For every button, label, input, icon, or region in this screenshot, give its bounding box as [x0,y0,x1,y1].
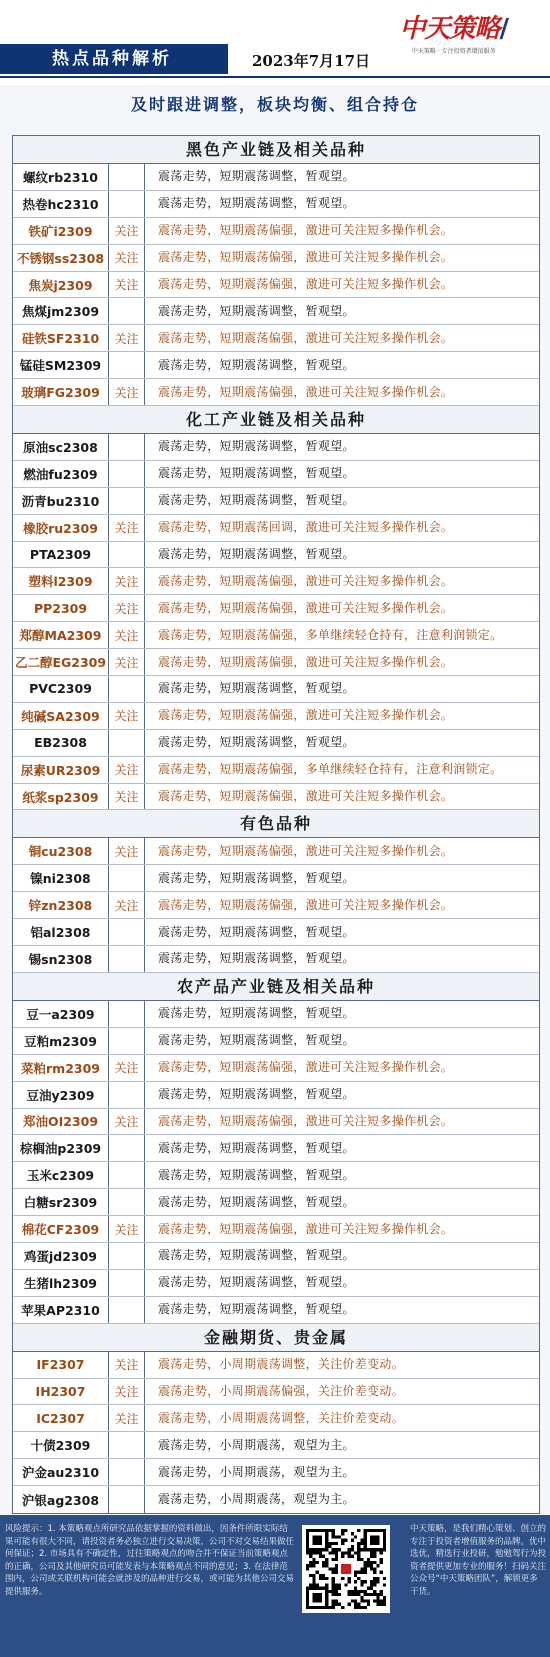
table-row [13,1055,539,1082]
watch-tag [109,919,145,945]
table-row [13,461,539,488]
watch-tag [109,676,145,702]
table-row [13,1432,539,1459]
watch-tag: 关注 [109,649,145,675]
commodity-name: PVC2309 [13,676,109,702]
table-row [13,838,539,865]
analysis-text: 震荡走势，短期震荡偏强，多单继续轻仓持有，注意利润锁定。 [158,627,503,642]
analysis-text: 震荡走势，短期震荡偏强，激进可关注短多操作机会。 [158,600,454,615]
logo-subtitle: 中天策略 · 专注投资者增值服务 [411,48,496,55]
analysis-text: 震荡走势，小周期震荡偏强，关注价差变动。 [158,1383,405,1398]
analysis-text: 震荡走势，短期震荡调整，暂观望。 [158,951,355,966]
section-header: 黑色产业链及相关品种 [13,136,539,164]
analysis-text: 震荡走势，短期震荡偏强，激进可关注短多操作机会。 [158,250,454,265]
table-row [13,164,539,191]
analysis-text: 震荡走势，小周期震荡，观望为主。 [158,1492,355,1507]
commodity-name: 橡胶ru2309 [13,515,109,541]
watch-tag [109,1270,145,1296]
table-row [13,649,539,676]
watch-tag [109,461,145,487]
watch-tag [109,1459,145,1485]
section-header: 农产品产业链及相关品种 [13,973,539,1001]
watch-tag [109,1162,145,1188]
table-row [13,919,539,946]
analysis-text: 震荡走势，短期震荡调整，暂观望。 [158,1006,355,1021]
section-header: 化工产业链及相关品种 [13,406,539,434]
commodity-name: EB2308 [13,730,109,756]
watch-tag: 关注 [109,622,145,648]
logo-text: 中天策略 [399,14,500,44]
analysis-text: 震荡走势，短期震荡调整，暂观望。 [158,1248,355,1263]
analysis-text: 震荡走势，小周期震荡，观望为主。 [158,1464,355,1479]
table-row [13,218,539,245]
table-row [13,1459,539,1486]
analysis-text: 震荡走势，短期震荡偏强，激进可关注短多操作机会。 [158,843,454,858]
analysis-text: 震荡走势，小周期震荡调整，关注价差变动。 [158,1357,405,1372]
table-row [13,1270,539,1297]
commodity-name: 焦炭j2309 [13,272,109,298]
table-row [13,325,539,352]
table-row [13,1243,539,1270]
watch-tag [109,164,145,190]
analysis-text: 震荡走势，短期震荡调整，暂观望。 [158,169,355,184]
analysis-text: 震荡走势，短期震荡偏强，激进可关注短多操作机会。 [158,330,454,345]
analysis-text: 震荡走势，短期震荡调整，暂观望。 [158,870,355,885]
table-row [13,1405,539,1432]
analysis-text: 震荡走势，小周期震荡调整，关注价差变动。 [158,1410,405,1425]
promo-text: 中天策略，是我们精心策划、创立的专注于投资者增值服务的品牌。优中选优，精选行业投研，勉勉驾行为投资者提供更加专业的服务！扫码关注公众号“中天策略团队”，解锁更多干货。 [410,1524,547,1597]
commodity-name: PP2309 [13,595,109,621]
table-row [13,622,539,649]
analysis-text: 震荡走势，短期震荡回调，激进可关注短多操作机会。 [158,520,454,535]
analysis-text: 震荡走势，短期震荡调整，暂观望。 [158,357,355,372]
analysis-text: 震荡走势，短期震荡调整，暂观望。 [158,1087,355,1102]
analysis-text: 震荡走势，短期震荡调整，暂观望。 [158,1140,355,1155]
analysis-text: 震荡走势，短期震荡调整，暂观望。 [158,196,355,211]
qr-code-icon[interactable] [302,1525,390,1613]
watch-tag: 关注 [109,379,145,405]
commodity-name: 热卷hc2310 [13,191,109,217]
table-row [13,1189,539,1216]
table-row [13,191,539,218]
table-row [13,568,539,595]
table-row [13,1486,539,1513]
analysis-text: 震荡走势，短期震荡偏强，激进可关注短多操作机会。 [158,789,454,804]
table-row [13,352,539,379]
commodity-name: 沪金au2310 [13,1459,109,1485]
commodity-name: IH2307 [13,1379,109,1405]
table-row [13,245,539,272]
analysis-text: 震荡走势，短期震荡调整，暂观望。 [158,681,355,696]
analysis-text: 震荡走势，短期震荡调整，暂观望。 [158,735,355,750]
watch-tag: 关注 [109,838,145,864]
analysis-text: 震荡走势，短期震荡偏强，激进可关注短多操作机会。 [158,223,454,238]
table-row [13,865,539,892]
commodity-name: 焦煤jm2309 [13,298,109,324]
watch-tag: 关注 [109,272,145,298]
watch-tag: 关注 [109,218,145,244]
watch-tag [109,542,145,568]
commodity-name: 白糖sr2309 [13,1189,109,1215]
analysis-text: 震荡走势，小周期震荡，观望为主。 [158,1437,355,1452]
watch-tag [109,730,145,756]
analysis-text: 震荡走势，短期震荡偏强，激进可关注短多操作机会。 [158,897,454,912]
analysis-table [12,135,540,1514]
commodity-name: 燃油fu2309 [13,461,109,487]
table-row [13,784,539,811]
watch-tag [109,298,145,324]
brand-logo [399,8,508,55]
commodity-name: 铝al2308 [13,919,109,945]
watch-tag [109,1297,145,1323]
watch-tag [109,1243,145,1269]
commodity-name: 锰硅SM2309 [13,352,109,378]
analysis-text: 震荡走势，短期震荡调整，暂观望。 [158,1275,355,1290]
watch-tag: 关注 [109,1379,145,1405]
table-row [13,595,539,622]
analysis-text: 震荡走势，短期震荡调整，暂观望。 [158,1033,355,1048]
watch-tag [109,434,145,460]
commodity-name: 锡sn2308 [13,946,109,972]
table-row [13,946,539,973]
commodity-name: 塑料l2309 [13,568,109,594]
table-row [13,488,539,515]
commodity-name: 玉米c2309 [13,1162,109,1188]
commodity-name: 螺纹rb2310 [13,164,109,190]
watch-tag [109,1486,145,1513]
table-row [13,676,539,703]
header-divider [0,76,550,78]
table-row [13,272,539,299]
watch-tag: 关注 [109,1352,145,1378]
commodity-name: 锌zn2308 [13,892,109,918]
watch-tag [109,352,145,378]
table-row [13,434,539,461]
watch-tag [109,488,145,514]
analysis-text: 震荡走势，短期震荡调整，暂观望。 [158,493,355,508]
watch-tag [109,1001,145,1027]
watch-tag: 关注 [109,784,145,810]
commodity-name: 铁矿i2309 [13,218,109,244]
commodity-name: IF2307 [13,1352,109,1378]
commodity-name: 十债2309 [13,1432,109,1458]
logo-slash-icon: / [499,14,508,44]
commodity-name: 沪银ag2308 [13,1486,109,1513]
commodity-name: 郑醇MA2309 [13,622,109,648]
section-header: 金融期货、贵金属 [13,1324,539,1352]
watch-tag [109,1082,145,1108]
analysis-text: 震荡走势，短期震荡偏强，激进可关注短多操作机会。 [158,1221,454,1236]
analysis-text: 震荡走势，短期震荡偏强，激进可关注短多操作机会。 [158,1113,454,1128]
watch-tag: 关注 [109,245,145,271]
page-footer [0,1515,550,1657]
report-date: 2023年7月17日 [252,52,371,70]
analysis-text: 震荡走势，短期震荡调整，暂观望。 [158,466,355,481]
commodity-name: 纸浆sp2309 [13,784,109,810]
watch-tag [109,191,145,217]
report-subtitle: 及时跟进调整，板块均衡、组合持仓 [130,95,419,114]
commodity-name: 棕榈油p2309 [13,1135,109,1161]
analysis-text: 震荡走势，短期震荡偏强，激进可关注短多操作机会。 [158,708,454,723]
commodity-name: 鸡蛋jd2309 [13,1243,109,1269]
analysis-text: 震荡走势，短期震荡偏强，多单继续轻仓持有，注意利润锁定。 [158,762,503,777]
analysis-text: 震荡走势，短期震荡调整，暂观望。 [158,547,355,562]
analysis-text: 震荡走势，短期震荡调整，暂观望。 [158,1302,355,1317]
commodity-name: 生猪lh2309 [13,1270,109,1296]
table-row [13,892,539,919]
watch-tag: 关注 [109,325,145,351]
watch-tag [109,1135,145,1161]
watch-tag: 关注 [109,1109,145,1135]
commodity-name: 纯碱SA2309 [13,703,109,729]
commodity-name: 镍ni2308 [13,865,109,891]
table-row [13,1162,539,1189]
analysis-text: 震荡走势，短期震荡调整，暂观望。 [158,1194,355,1209]
table-row [13,1352,539,1379]
page-header [0,0,550,85]
section-header: 有色品种 [13,810,539,838]
table-row [13,1297,539,1324]
commodity-name: 玻璃FG2309 [13,379,109,405]
table-row [13,542,539,569]
table-row [13,757,539,784]
table-row [13,1135,539,1162]
commodity-name: 原油sc2308 [13,434,109,460]
table-row [13,1109,539,1136]
commodity-name: 硅铁SF2310 [13,325,109,351]
analysis-text: 震荡走势，短期震荡偏强，激进可关注短多操作机会。 [158,654,454,669]
table-row [13,1028,539,1055]
table-row [13,703,539,730]
commodity-name: 郑油OI2309 [13,1109,109,1135]
table-row [13,1001,539,1028]
watch-tag: 关注 [109,515,145,541]
watch-tag: 关注 [109,757,145,783]
table-row [13,298,539,325]
watch-tag [109,1028,145,1054]
commodity-name: 苹果AP2310 [13,1297,109,1323]
analysis-text: 震荡走势，短期震荡偏强，激进可关注短多操作机会。 [158,277,454,291]
table-row [13,1082,539,1109]
commodity-name: 棉花CF2309 [13,1216,109,1242]
watch-tag: 关注 [109,703,145,729]
watch-tag: 关注 [109,1216,145,1242]
commodity-name: 沥青bu2310 [13,488,109,514]
analysis-text: 震荡走势，短期震荡偏强，激进可关注短多操作机会。 [158,384,454,399]
watch-tag: 关注 [109,892,145,918]
watch-tag [109,1432,145,1458]
table-row [13,1379,539,1406]
commodity-name: 不锈钢ss2308 [13,245,109,271]
table-row [13,1216,539,1243]
commodity-name: PTA2309 [13,542,109,568]
watch-tag: 关注 [109,1405,145,1431]
table-row [13,730,539,757]
commodity-name: 尿素UR2309 [13,757,109,783]
watch-tag [109,946,145,972]
analysis-text: 震荡走势，短期震荡调整，暂观望。 [158,439,355,454]
analysis-text: 震荡走势，短期震荡调整，暂观望。 [158,1167,355,1182]
table-row [13,515,539,542]
commodity-name: 豆粕m2309 [13,1028,109,1054]
watch-tag: 关注 [109,595,145,621]
page-title: 热点品种解析 [0,44,228,74]
watch-tag [109,865,145,891]
commodity-name: IC2307 [13,1405,109,1431]
commodity-name: 乙二醇EG2309 [13,649,109,675]
watch-tag: 关注 [109,568,145,594]
risk-disclaimer: 风险提示：1. 本策略观点所研究品依据掌握的资料做出，因条件所限实际结果可能有很大不同，请投资者务必独立进行交易决策，公司不对交易结果做任何保证；2. 市场具有不确定性，过往策略观点的吻合并不保证当前策略观点的正确，公司及其他研究员可能发表与本策略观点不同的意见；3. 在法律范围内，公司或关联机构可能会就涉及的品种进行交易，或可能为其他公司交易提供服务。 [5,1524,295,1597]
commodity-name: 铜cu2308 [13,838,109,864]
analysis-text: 震荡走势，短期震荡偏强，激进可关注短多操作机会。 [158,573,454,588]
analysis-text: 震荡走势，短期震荡调整，暂观望。 [158,924,355,939]
commodity-name: 豆油y2309 [13,1082,109,1108]
watch-tag [109,1189,145,1215]
analysis-text: 震荡走势，短期震荡偏强，激进可关注短多操作机会。 [158,1060,454,1075]
analysis-text: 震荡走势，短期震荡调整，暂观望。 [158,303,355,318]
commodity-name: 豆一a2309 [13,1001,109,1027]
commodity-name: 菜粕rm2309 [13,1055,109,1081]
table-row [13,379,539,406]
watch-tag: 关注 [109,1055,145,1081]
